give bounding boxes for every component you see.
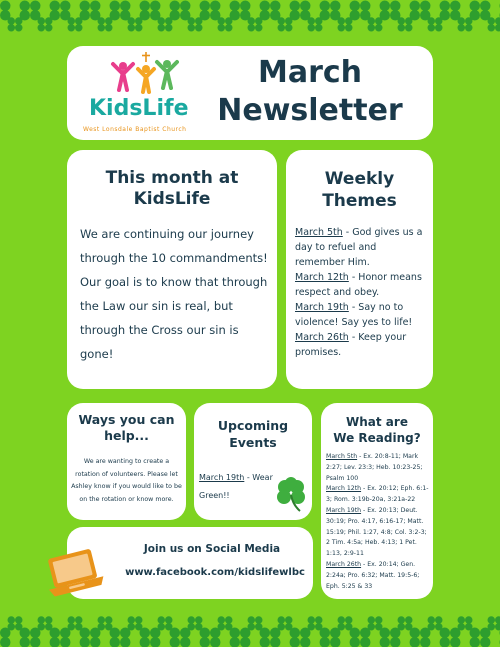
reading-card — [321, 403, 433, 599]
shamrock-icon — [158, 17, 173, 31]
shamrock-icon — [470, 628, 491, 647]
shamrock-icon — [218, 616, 233, 630]
shamrock-icon — [488, 616, 500, 630]
reading-item-text: - Ex. 20:14; Gen. 2:24a; Pro. 6:32; Matt. 19:5-6; Eph. 5:25 & 33 — [326, 560, 420, 590]
reading-item-text: - Ex. 20:12; Eph. 6:1-3; Rom. 3:19b-20a, 3:21a-22 — [326, 485, 429, 504]
reading-item — [326, 452, 430, 484]
weekly-themes-heading — [286, 168, 433, 212]
this-month-heading-line2: KidsLife — [133, 189, 211, 209]
shamrock-icon — [38, 17, 53, 31]
shamrock-icon — [68, 616, 83, 630]
shamrock-icon — [98, 17, 113, 31]
reading-item — [326, 560, 430, 592]
reading-heading-line1: What are — [346, 415, 408, 429]
weekly-heading-line2: Themes — [322, 191, 397, 211]
shamrock-icon — [338, 17, 353, 31]
weekly-themes-card — [286, 150, 433, 389]
shamrock-icon — [8, 616, 23, 630]
shamrock-icon — [0, 628, 11, 647]
help-heading-line1: Ways you can — [78, 412, 175, 427]
shamrock-icon — [80, 628, 101, 647]
events-heading-line1: Upcoming — [217, 418, 289, 433]
reading-list — [326, 452, 430, 592]
social-heading: Join us on Social Media — [143, 543, 281, 555]
events-heading-line2: Events — [229, 435, 277, 450]
laptop-icon — [44, 549, 106, 599]
events-card — [194, 403, 312, 520]
shamrock-icon — [488, 17, 500, 31]
reading-item-date: March 19th — [326, 506, 362, 514]
title-line-2: Newsletter — [217, 93, 403, 128]
shamrock-icon — [410, 628, 431, 647]
help-heading — [67, 412, 186, 444]
shamrock-icon — [170, 1, 191, 21]
weekly-themes-list — [295, 225, 427, 360]
shamrock-icon — [320, 628, 341, 647]
shamrock-icon — [290, 1, 311, 21]
social-url[interactable]: www.facebook.com/kidslifewlbc — [125, 567, 305, 578]
shamrock-icon — [278, 17, 293, 31]
shamrock-icon — [260, 628, 281, 647]
reading-item-text: - Ex. 20:13; Deut. 30:19; Pro. 4:17, 6:16-17; Matt. 15:19; Phil. 1:27, 4:8; Col. 3:2-3; 2 Tim. 4:5a; Heb. 4:13; 1 Pet. 1:13, 2:9-11 — [326, 506, 427, 558]
theme-item — [295, 330, 427, 360]
shamrock-icon — [350, 1, 371, 21]
shamrock-icon — [338, 616, 353, 630]
theme-item-text: - Say no to violence! Say yes to life! — [295, 302, 413, 328]
shamrock-icon — [308, 17, 323, 31]
shamrock-icon — [20, 628, 41, 647]
shamrock-icon — [274, 475, 308, 513]
this-month-heading — [67, 168, 277, 210]
this-month-card — [67, 150, 277, 389]
events-body — [199, 469, 279, 505]
shamrock-icon — [248, 17, 263, 31]
shamrock-icon — [368, 17, 383, 31]
shamrock-icon — [158, 616, 173, 630]
help-body: We are wanting to create a rotation of volunteers. Please let Ashley know if you would like to be on the rotation or know more. — [71, 458, 182, 503]
shamrock-icon — [290, 628, 311, 647]
shamrock-icon — [98, 616, 113, 630]
logo-name: KidsLife — [89, 96, 189, 121]
shamrock-icon — [278, 616, 293, 630]
theme-item-text: - Honor means respect and obey. — [295, 272, 422, 298]
theme-item-date: March 26th — [295, 332, 349, 343]
shamrock-icon — [188, 616, 203, 630]
shamrock-icon — [110, 1, 131, 21]
newsletter-title — [187, 54, 433, 130]
reading-heading — [321, 414, 433, 446]
shamrock-icon — [218, 17, 233, 31]
kids-figures-icon — [109, 52, 179, 94]
shamrock-icon — [170, 628, 191, 647]
shamrock-icon — [188, 17, 203, 31]
shamrock-icon — [440, 1, 461, 21]
shamrock-icon — [470, 1, 491, 21]
header-card — [67, 46, 433, 140]
shamrock-icon — [80, 1, 101, 21]
shamrock-border-bottom — [0, 607, 500, 647]
shamrock-icon — [308, 616, 323, 630]
theme-item — [295, 225, 427, 270]
shamrock-icon — [230, 628, 251, 647]
logo-subtitle: West Lonsdale Baptist Church — [83, 126, 187, 133]
help-heading-line2: help... — [104, 428, 149, 443]
shamrock-icon — [8, 17, 23, 31]
shamrock-icon — [230, 1, 251, 21]
theme-item-date: March 19th — [295, 302, 349, 313]
shamrock-icon — [458, 616, 473, 630]
shamrock-icon — [140, 628, 161, 647]
shamrock-icon — [68, 17, 83, 31]
shamrock-icon — [260, 1, 281, 21]
reading-heading-line2: We Reading? — [333, 431, 421, 445]
shamrock-icon — [50, 1, 71, 21]
theme-item-date: March 5th — [295, 227, 343, 238]
shamrock-icon — [20, 1, 41, 21]
shamrock-icon — [380, 1, 401, 21]
shamrock-icon — [320, 1, 341, 21]
help-card — [67, 403, 186, 520]
this-month-body: We are continuing our journey through the 10 commandments! Our goal is to know that through the Law our sin is real, but through the Cross our sin is gone! — [80, 227, 268, 361]
shamrock-icon — [38, 616, 53, 630]
shamrock-icon — [368, 616, 383, 630]
theme-item-text: - God gives us a day to refuel and remember Him. — [295, 227, 423, 268]
reading-item-date: March 26th — [326, 560, 362, 568]
shamrock-icon — [380, 628, 401, 647]
shamrock-icon — [128, 17, 143, 31]
this-month-heading-line1: This month at — [105, 168, 239, 188]
event-text: - Wear Green!! — [199, 473, 273, 500]
shamrock-icon — [428, 17, 443, 31]
shamrock-icon — [128, 616, 143, 630]
shamrock-icon — [350, 628, 371, 647]
shamrock-icon — [398, 17, 413, 31]
reading-item-text: - Ex. 20:8-11; Mark 2:27; Lev. 23:3; Heb. 10:23-25; Psalm 100 — [326, 453, 423, 482]
event-date: March 19th — [199, 473, 245, 482]
events-heading — [194, 417, 312, 451]
shamrock-icon — [200, 628, 221, 647]
shamrock-border-top — [0, 0, 500, 40]
reading-item-date: March 5th — [326, 453, 358, 460]
weekly-heading-line1: Weekly — [324, 169, 395, 189]
shamrock-icon — [398, 616, 413, 630]
shamrock-icon — [200, 1, 221, 21]
reading-item — [326, 484, 430, 506]
shamrock-icon — [428, 616, 443, 630]
shamrock-icon — [110, 628, 131, 647]
theme-item-date: March 12th — [295, 272, 349, 283]
theme-item — [295, 270, 427, 300]
shamrock-icon — [458, 17, 473, 31]
shamrock-icon — [140, 1, 161, 21]
theme-item-text: - Keep your promises. — [295, 332, 407, 358]
title-line-1: March — [257, 55, 363, 90]
shamrock-icon — [410, 1, 431, 21]
theme-item — [295, 300, 427, 330]
reading-item — [326, 506, 430, 560]
shamrock-icon — [50, 628, 71, 647]
shamrock-icon — [248, 616, 263, 630]
reading-item-date: March 12th — [326, 485, 362, 493]
shamrock-icon — [440, 628, 461, 647]
shamrock-icon — [0, 1, 11, 21]
